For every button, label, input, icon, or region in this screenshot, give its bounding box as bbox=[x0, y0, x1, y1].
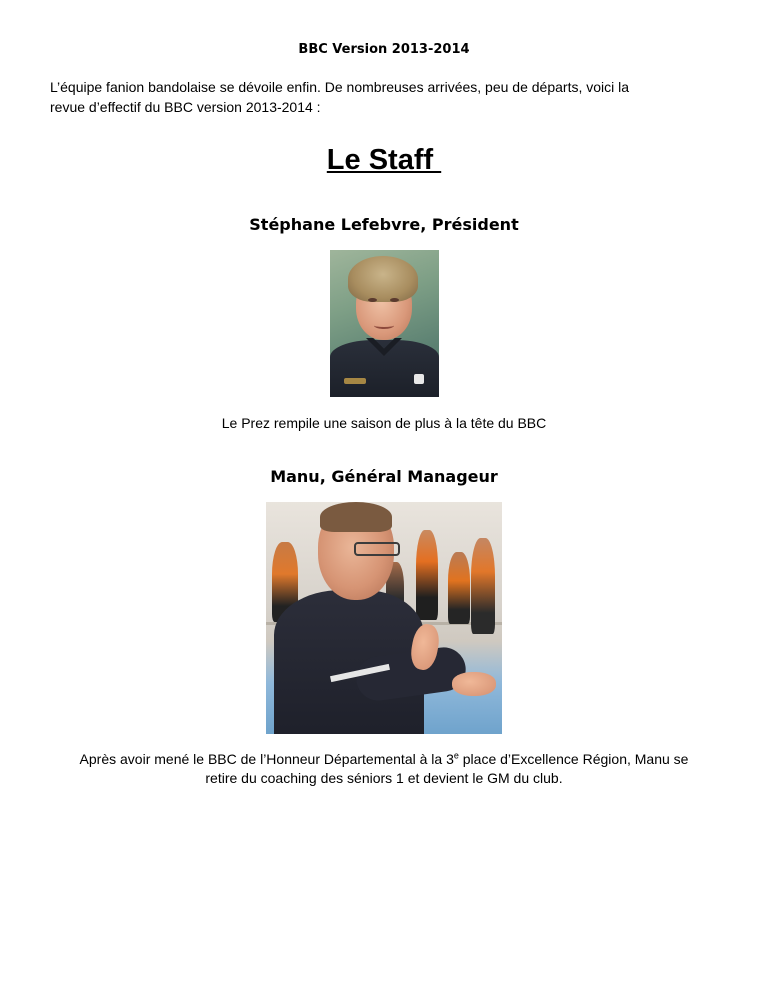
manager-name: Manu, Général Manageur bbox=[270, 467, 498, 486]
manager-caption-line-1 bbox=[0, 750, 768, 769]
president-name: Stéphane Lefebvre, Président bbox=[249, 215, 519, 234]
coach-hand-flat bbox=[452, 672, 496, 696]
photo-eye-right bbox=[390, 298, 399, 302]
intro-paragraph bbox=[50, 77, 710, 117]
shirt-logo-left bbox=[344, 378, 366, 384]
photo-mouth bbox=[374, 322, 394, 329]
president-photo bbox=[330, 250, 439, 397]
manager-caption-part-2: place d’Excellence Région, Manu se bbox=[458, 751, 689, 767]
ordinal-superscript: e bbox=[453, 750, 459, 761]
background-player bbox=[471, 538, 495, 634]
manager-photo bbox=[266, 502, 502, 734]
photo-hair bbox=[348, 256, 418, 302]
photo-eye-left bbox=[368, 298, 377, 302]
shirt-logo-right bbox=[414, 374, 424, 384]
background-player bbox=[448, 552, 470, 624]
section-heading-staff: Le Staff bbox=[326, 144, 442, 176]
coach-glasses bbox=[354, 542, 400, 556]
intro-line-2: revue d’effectif du BBC version 2013-2014 : bbox=[50, 99, 321, 115]
president-caption: Le Prez rempile une saison de plus à la tête du BBC bbox=[221, 415, 547, 431]
coach-hair bbox=[320, 502, 392, 532]
manager-caption-part-1: Après avoir mené le BBC de l’Honneur Départemental à la 3 bbox=[79, 751, 454, 767]
manager-caption bbox=[0, 750, 768, 788]
document-title: BBC Version 2013-2014 bbox=[298, 42, 470, 57]
intro-line-1: L’équipe fanion bandolaise se dévoile enfin. De nombreuses arrivées, peu de départs, voici la bbox=[50, 79, 630, 95]
manager-caption-line-2: retire du coaching des séniors 1 et devient le GM du club. bbox=[205, 770, 563, 786]
background-player bbox=[416, 530, 438, 620]
